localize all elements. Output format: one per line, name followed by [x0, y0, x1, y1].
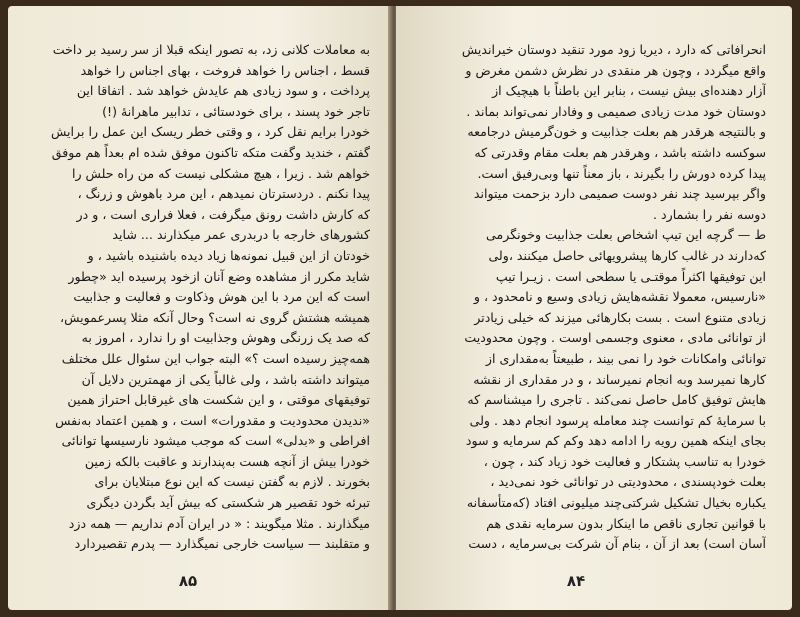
text-line: با سرمایهٔ کم توانست چند معامله پرسود انجام دهد . ولی — [469, 412, 766, 428]
text-line: آزار دهنده‌ای بیش نیست ، بنابر این باطناً با هیچیک از — [492, 83, 766, 99]
text-line: به معاملات کلانی زد، به تصور اینکه قبلا از سر رسید بر داخت — [52, 42, 370, 57]
text-line: توانائی وامکانات خود را نمی بیند ، طبیعتاً به‌مقداری از — [485, 350, 766, 366]
text-line: میتواند داشته باشد ، ولی غالباً یکی از مهمترین دلایل آن — [81, 371, 370, 387]
text-line: قسط ، اجناس را خواهد فروخت ، بهای اجناس را خواهد — [80, 62, 370, 78]
text-line: زیادی متنوع است . بست بکارهائی میزند که خیلی زیادتر — [474, 309, 766, 325]
text-line: آسان است) بعد از آن ، بنام آن شرکت بی‌سرمایه ، دست — [468, 536, 766, 552]
text-line: خودرا به تناسب پشتکار و فعالیت خود زیاد کند ، چون ، — [483, 453, 766, 469]
text-line: خودرا برایم نقل کرد ، و وقتی خطر ریسک این عمل را برایش — [50, 124, 370, 140]
text-line: خودرا بیش از آنچه هست به‌پندارند و عاقبت بالکه زمین — [84, 453, 370, 469]
text-line: کشورهای خارجه با دربدری عمر میکذارند ... شاید — [112, 227, 370, 243]
text-line: شاید مکرر از مشاهده وضع آنان ازخود پرسیده اید «چطور — [68, 268, 370, 284]
text-line: واقع میگردد ، وچون هر منقدی در نظرش دشمن مغرض و — [465, 62, 766, 78]
text-line: پیدا کرده دورش را بگیرند ، باز معناً تنها وبی‌رفیق است. — [477, 165, 766, 181]
text-line: پیدا نکنم . دردسترتان نمیدهم ، این مرد باهوش و زرنگ ، — [77, 186, 370, 202]
text-line: میگذارند . مثلا میگویند : « در ایران آدم نداریم — همه دزد — [68, 515, 370, 531]
right-page-text — [426, 40, 766, 555]
text-line: این توفیقها اکثراً موقتـی یا سطحی است . زیـرا تیپ — [495, 268, 766, 284]
left-page-text — [36, 40, 370, 555]
right-page — [396, 6, 792, 610]
text-line: همیشه هشتش گروی نه است؟ وحال آنکه مثلا پسرعمویش، — [60, 309, 370, 325]
text-line: دوستان خود مدت زیادی صمیمی و وفادار نمی‌تواند بماند . — [466, 103, 766, 119]
text-line: گفتم ، خندید وگفت متکه تاکنون موفق شده ام بعداً هم موفق — [51, 144, 370, 160]
text-line: بخورند . لازم به گفتن نیست که این نوع مبتلایان برای — [94, 474, 370, 490]
text-line: یکباره بخیال تشکیل شرکتی‌چند میلیونی افتاد (که‌متأسفانه — [466, 495, 766, 511]
text-line: که‌دارند در غالب کارها پیشرویهائی حاصل میکنند ،ولی — [488, 247, 766, 263]
text-line: ط — گرچه این تیپ اشخاص بعلت جذابیت وخونگرمی — [486, 227, 766, 243]
text-line: همه‌چیز رسیده است ؟» البته جواب این سئوال علل مختلف — [61, 350, 370, 366]
text-line: انحرافاتی که دارد ، دیریا زود مورد تنقید دوستان خیراندیش — [461, 42, 766, 57]
text-line: است که این مرد با این هوش وذکاوت و فعالیت و جذابیت — [73, 289, 370, 305]
text-line: خواهم شد . زیرا ، هیچ مشکلی نیست که من راه حلش را — [71, 165, 370, 181]
text-line: واگر بپرسید چند نفر دوست صمیمی دارد بزحمت میتواند — [473, 186, 766, 202]
text-line: خودتان از این قبیل نمونه‌ها زیاد دیده باشنیده باشید ، و — [87, 247, 370, 263]
right-page-number: ۸۴ — [566, 572, 586, 590]
text-line: که صد یک زرنگی وهوش وجذابیت او را ندارد ، امروز به — [81, 330, 370, 346]
text-line: بجای اینکه همین رویه را ادامه دهد وکم کم سرمایه و سود — [465, 433, 766, 449]
text-line: و بالنتیجه هرقدر هم بعلت جذابیت و خون‌گرمیش درجامعه — [467, 124, 766, 140]
text-line: تبرئه خود تقصیر هر شکستی که بیش آید بگردن دیگری — [86, 495, 370, 511]
text-line: پرداخت ، و سود زیادی هم عایدش خواهد شد . اتفاقا این — [76, 83, 370, 99]
text-line: کارها نمیرسد وبه انجام نمیرساند ، و در مقداری از نقشه‌ — [473, 371, 766, 387]
text-line: و متقلبند — سیاست خارجی نمیگذارد — پدرم تقصیردارد — [74, 536, 370, 552]
text-line: توفیقهای موقتی ، و این شکست های غیرقابل احتراز همین — [67, 392, 370, 408]
text-line: دوسه نفر را بشمارد . — [653, 206, 766, 222]
text-line: با قوانین تجاری ناقص ما اینکار بدون سرمایه نقدی هم — [486, 515, 766, 531]
text-line: «ندیدن محدودیت و مقدورات» است ، و همین اعتماد به‌نفس — [55, 412, 370, 428]
text-line: افراطی و «بدلی» است که موجب میشود نارسیسها توانائی — [61, 433, 370, 449]
left-page — [8, 6, 392, 610]
text-line: از توانائی مادی ، معنوی وجسمی اوست . وچون محدودیت — [464, 330, 766, 346]
text-line: هایش توفیق کامل حاصل نمی‌کند . تاجری را میشناسم که — [467, 392, 766, 408]
left-page-number: ۸۵ — [178, 572, 198, 590]
text-line: تاجر خود پسند ، برای خودستائی ، تدابیر ماهرانهٔ (!) — [102, 103, 370, 119]
text-line: بعلت خودپسندی ، محدودیتی در توانائی خود نمی‌دید ، — [490, 474, 766, 490]
text-line: که کارش داشت رونق میگرفت ، فعلا فراری است ، و در — [76, 206, 370, 222]
text-line: «نارسیس، معمولا نقشه‌هایش زیادی وسیع و نامحدود ، و — [473, 289, 766, 305]
text-line: سوکسه داشته باشد ، وهرقدر هم بعلت مقام وقدرتی که — [474, 144, 766, 160]
